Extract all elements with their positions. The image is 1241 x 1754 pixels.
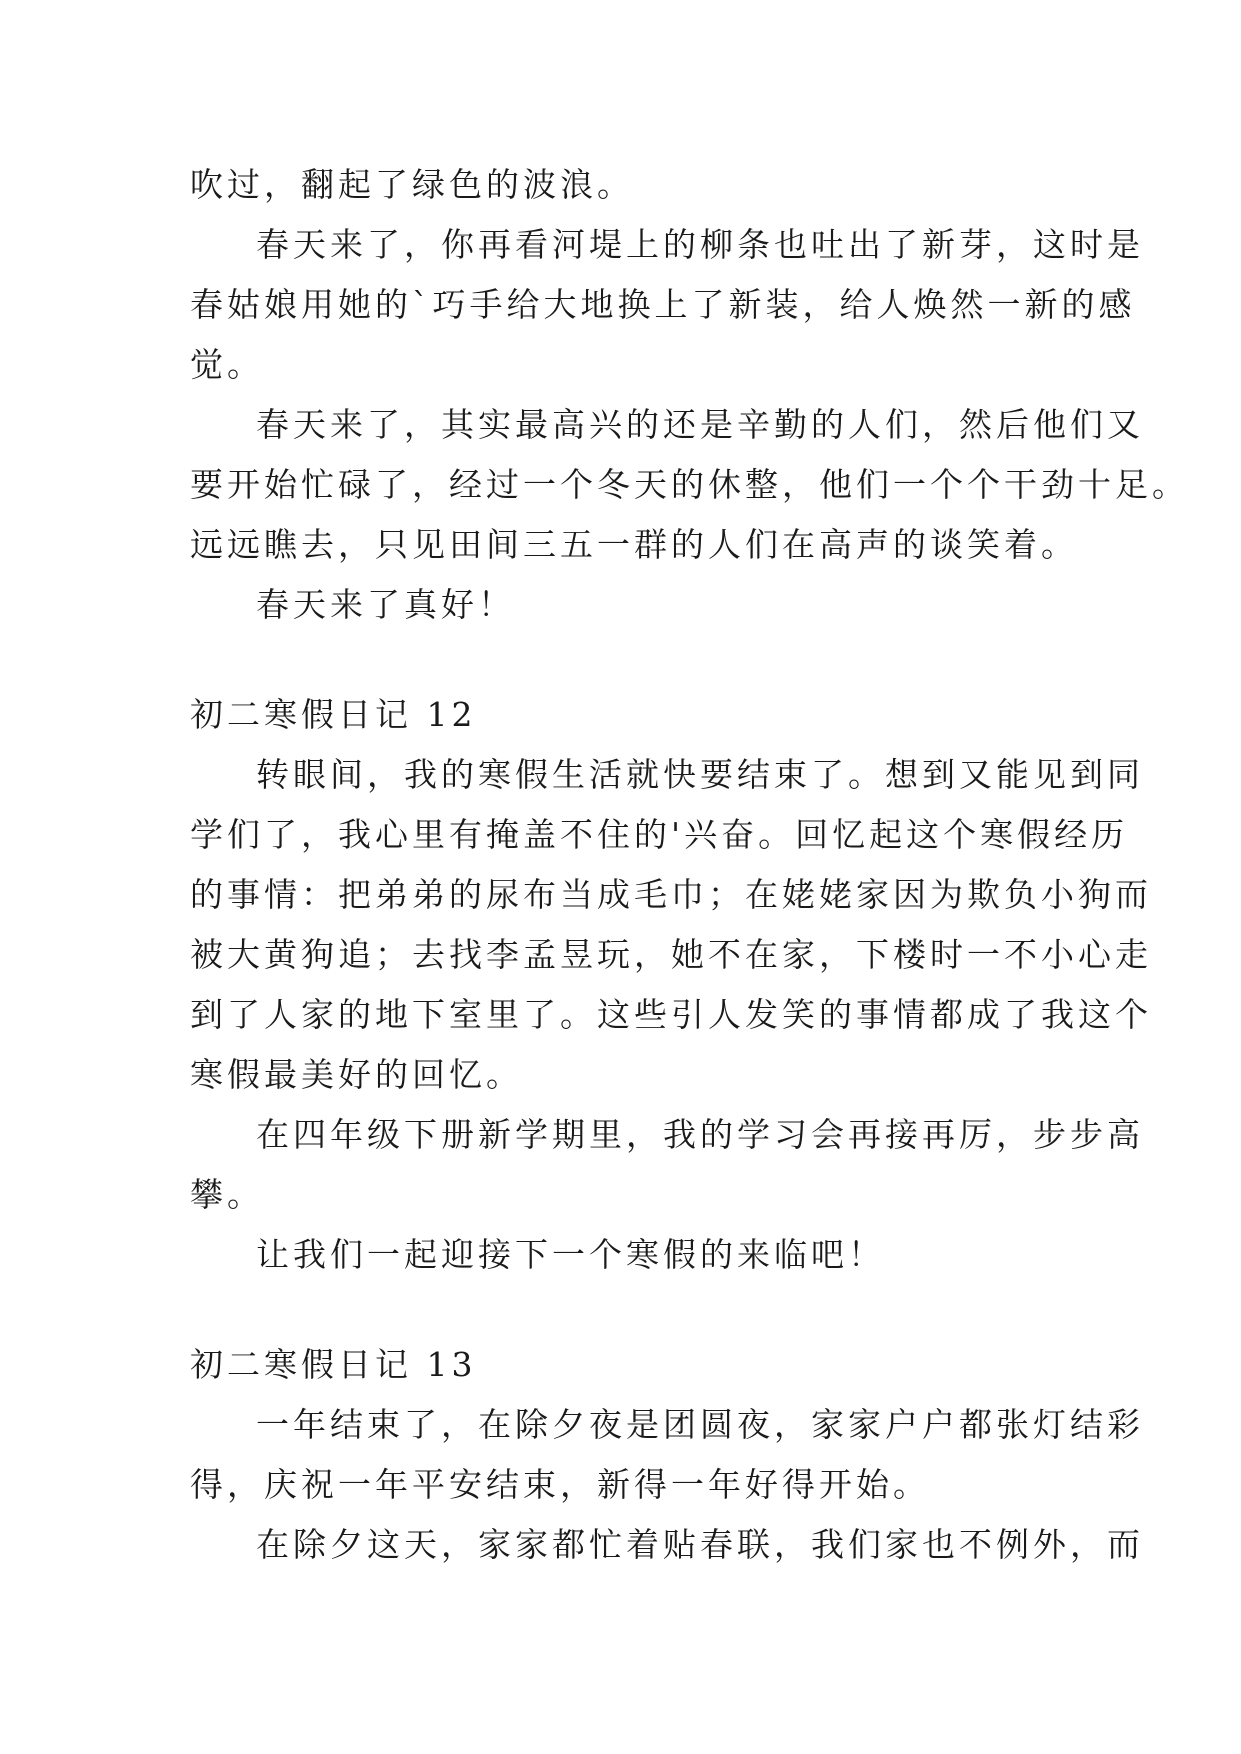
text-line: 在四年级下册新学期里，我的学习会再接再厉，步步高 <box>256 1115 1144 1154</box>
text-line: 一年结束了，在除夕夜是团圆夜，家家户户都张灯结彩 <box>256 1405 1144 1444</box>
section-heading: 初二寒假日记 12 <box>190 695 477 734</box>
text-line: 吹过，翻起了绿色的波浪。 <box>190 165 634 204</box>
text-line: 远远瞧去，只见田间三五一群的人们在高声的谈笑着。 <box>190 525 1078 564</box>
text-line: 得，庆祝一年平安结束，新得一年好得开始。 <box>190 1465 930 1504</box>
text-line: 学们了，我心里有掩盖不住的'兴奋。回忆起这个寒假经历 <box>190 815 1129 854</box>
text-line: 春天来了，你再看河堤上的柳条也吐出了新芽，这时是 <box>256 225 1144 264</box>
text-line: 觉。 <box>190 345 264 384</box>
text-line: 在除夕这天，家家都忙着贴春联，我们家也不例外，而 <box>256 1525 1144 1564</box>
text-line: 春天来了，其实最高兴的还是辛勤的人们，然后他们又 <box>256 405 1144 444</box>
section-heading: 初二寒假日记 13 <box>190 1345 477 1384</box>
text-line: 攀。 <box>190 1175 264 1214</box>
text-line: 转眼间，我的寒假生活就快要结束了。想到又能见到同 <box>256 755 1144 794</box>
text-line: 寒假最美好的回忆。 <box>190 1055 523 1094</box>
text-line: 被大黄狗追；去找李孟昱玩，她不在家，下楼时一不小心走 <box>190 935 1152 974</box>
text-line: 到了人家的地下室里了。这些引人发笑的事情都成了我这个 <box>190 995 1152 1034</box>
text-line: 的事情：把弟弟的尿布当成毛巾；在姥姥家因为欺负小狗而 <box>190 875 1152 914</box>
text-line: 春姑娘用她的`巧手给大地换上了新装，给人焕然一新的感 <box>190 285 1136 324</box>
text-line: 让我们一起迎接下一个寒假的来临吧！ <box>256 1235 885 1274</box>
text-line: 要开始忙碌了，经过一个冬天的休整，他们一个个干劲十足。 <box>190 465 1189 504</box>
text-line: 春天来了真好！ <box>256 585 515 624</box>
